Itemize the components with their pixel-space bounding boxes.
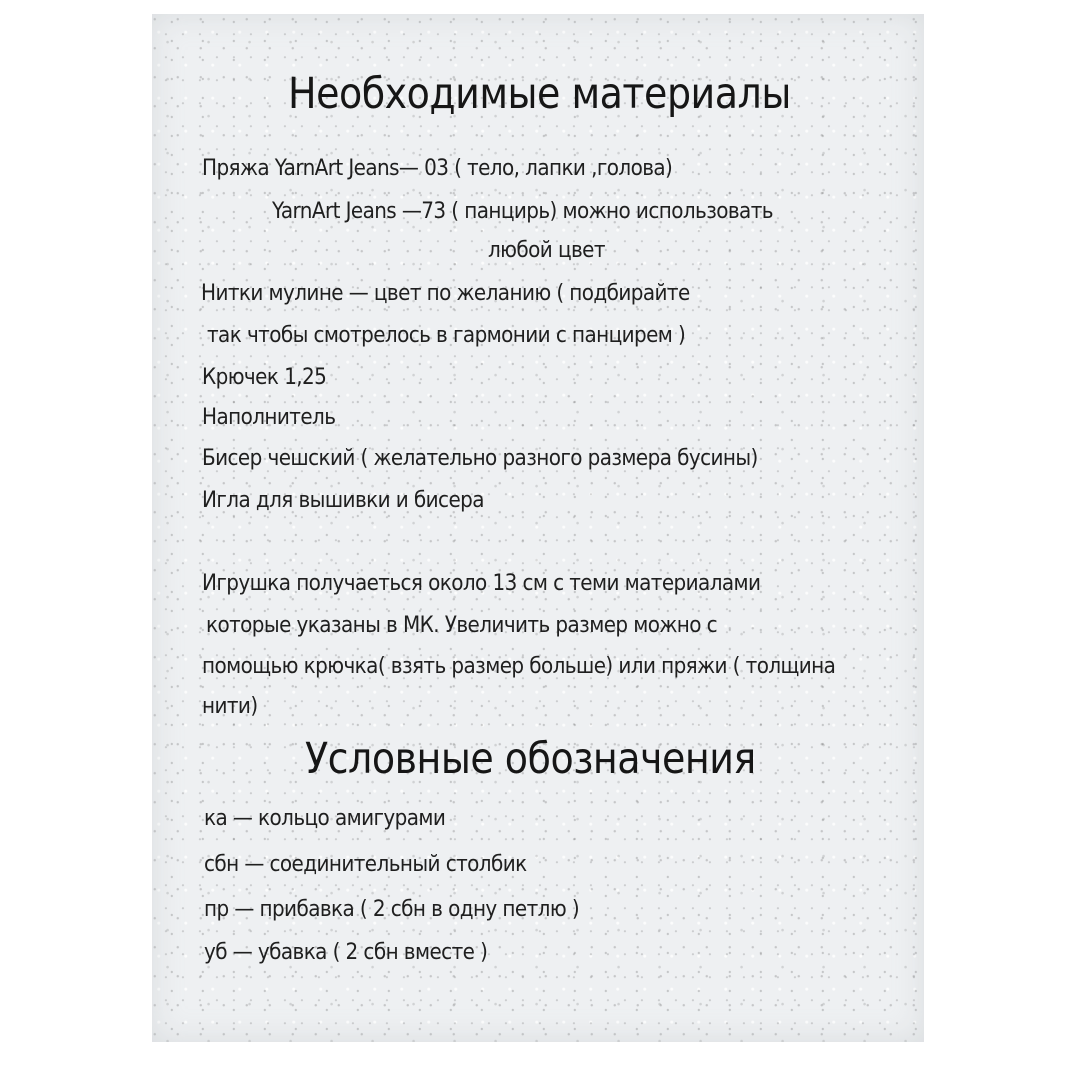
materials-line: YarnArt Jeans —73 ( панцирь) можно использовать: [272, 196, 773, 224]
size-note-line: помощью крючка( взять размер больше) или пряжи ( толщина: [202, 651, 836, 679]
materials-line: любой цвет: [488, 235, 605, 263]
legend-line: уб — убавка ( 2 сбн вместе ): [204, 937, 488, 965]
size-note-line: которые указаны в МК. Увеличить размер можно с: [206, 610, 718, 638]
size-note-line: Игрушка получаеться около 13 см с теми материалами: [202, 568, 761, 596]
size-note-line: нити): [202, 691, 258, 719]
materials-line: Наполнитель: [202, 402, 336, 430]
materials-heading: Необходимые материалы: [288, 68, 791, 118]
materials-line: так чтобы смотрелось в гармонии с панцирем ): [207, 320, 686, 348]
materials-line: Бисер чешский ( желательно разного размера бусины): [202, 443, 758, 471]
legend-heading: Условные обозначения: [305, 733, 756, 783]
legend-line: пр — прибавка ( 2 сбн в одну петлю ): [204, 894, 580, 922]
legend-line: сбн — соединительный столбик: [204, 849, 527, 877]
materials-line: Нитки мулине — цвет по желанию ( подбирайте: [201, 278, 690, 306]
materials-line: Игла для вышивки и бисера: [202, 485, 484, 513]
materials-line: Пряжа YarnArt Jeans— 03 ( тело, лапки ,голова): [202, 153, 673, 181]
legend-line: ка — кольцо амигурами: [204, 803, 446, 831]
materials-line: Крючек 1,25: [202, 362, 327, 390]
